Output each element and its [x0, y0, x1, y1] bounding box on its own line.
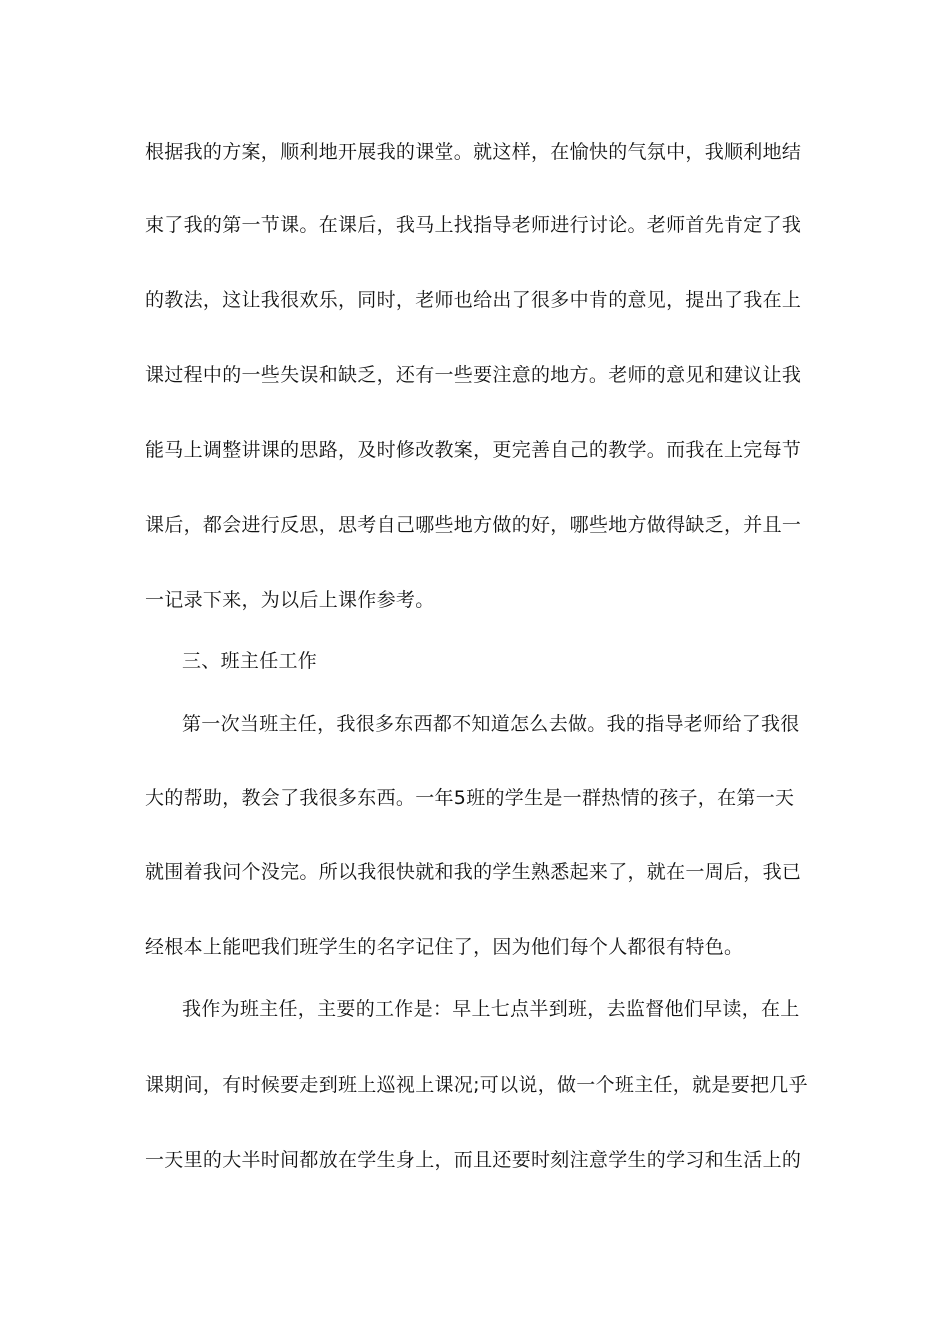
paragraph-line: 课期间，有时候要走到班上巡视上课况;可以说，做一个班主任，就是要把几乎	[145, 1074, 808, 1096]
paragraph-line: 第一次当班主任，我很多东西都不知道怎么去做。我的指导老师给了我很	[182, 713, 800, 735]
paragraph-line: 我作为班主任，主要的工作是：早上七点半到班，去监督他们早读，在上	[182, 998, 800, 1020]
paragraph-line: 经根本上能吧我们班学生的名字记住了，因为他们每个人都很有特色。	[145, 936, 744, 958]
paragraph-line: 能马上调整讲课的思路，及时修改教案，更完善自己的教学。而我在上完每节	[145, 439, 802, 461]
paragraph-line: 大的帮助，教会了我很多东西。一年5班的学生是一群热情的孩子，在第一天	[145, 787, 795, 809]
paragraph-line: 课后，都会进行反思，思考自己哪些地方做的好，哪些地方做得缺乏，并且一	[145, 514, 802, 536]
paragraph-line: 束了我的第一节课。在课后，我马上找指导老师进行讨论。老师首先肯定了我	[145, 214, 802, 236]
paragraph-line: 就围着我问个没完。所以我很快就和我的学生熟悉起来了，就在一周后，我已	[145, 861, 802, 883]
paragraph-line: 课过程中的一些失误和缺乏，还有一些要注意的地方。老师的意见和建议让我	[145, 364, 802, 386]
section-heading: 三、班主任工作	[182, 650, 318, 672]
paragraph-line: 根据我的方案，顺利地开展我的课堂。就这样，在愉快的气氛中，我顺利地结	[145, 141, 802, 163]
paragraph-line: 的教法，这让我很欢乐，同时，老师也给出了很多中肯的意见，提出了我在上	[145, 289, 802, 311]
paragraph-line: 一天里的大半时间都放在学生身上，而且还要时刻注意学生的学习和生活上的	[145, 1149, 802, 1171]
paragraph-line: 一记录下来，为以后上课作参考。	[145, 589, 435, 611]
